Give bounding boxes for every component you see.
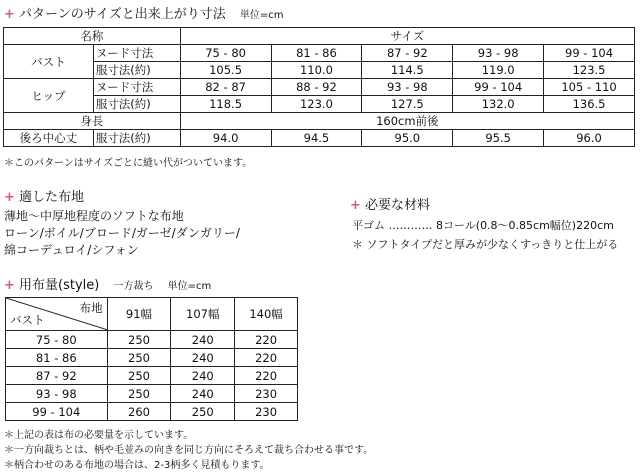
cell: 94.5	[271, 130, 362, 147]
cell: 220	[235, 331, 298, 349]
fabric-heading	[4, 186, 84, 205]
yardage-heading	[4, 274, 211, 293]
hip-label: ヒップ	[4, 79, 94, 113]
cell: 95.5	[453, 130, 544, 147]
cell: 240	[171, 385, 235, 403]
height-value: 160cm前後	[180, 113, 634, 130]
materials-title: 必要な材料	[365, 198, 431, 213]
plus-icon: +	[4, 7, 15, 22]
table-row	[4, 28, 635, 45]
cell: 250	[171, 403, 235, 421]
cell: 75 - 80	[6, 331, 108, 349]
materials-line-1: 平ゴム ………… 8コール(0.8〜0.85cm幅位)220cm	[352, 219, 614, 232]
yardage-note: ＊一方向裁ちとは、柄や毛並みの向きを同じ方向にそろえて裁ち合わせる事です。	[4, 445, 374, 456]
corner-cell	[6, 298, 108, 331]
bust-label: バスト	[4, 45, 94, 79]
cell: 95.0	[362, 130, 453, 147]
width-header: 91幅	[107, 298, 171, 331]
cell: 127.5	[362, 96, 453, 113]
cell: 136.5	[544, 96, 635, 113]
cell: 99 - 104	[544, 45, 635, 62]
cell: 93 - 98	[362, 79, 453, 96]
cell: 250	[107, 349, 171, 367]
cell: 94.0	[180, 130, 271, 147]
fabric-line: 綿コーデュロイ/シフォン	[4, 243, 139, 257]
cell: 240	[171, 349, 235, 367]
width-header: 140幅	[235, 298, 298, 331]
cell: 240	[171, 367, 235, 385]
cell: 81 - 86	[271, 45, 362, 62]
cell: 250	[107, 367, 171, 385]
cell: 119.0	[453, 62, 544, 79]
cell: 114.5	[362, 62, 453, 79]
hip-nude-label: ヌード寸法	[93, 79, 180, 96]
cell: 250	[107, 385, 171, 403]
plus-icon: +	[350, 198, 361, 213]
table-row	[6, 403, 298, 421]
cell: 88 - 92	[271, 79, 362, 96]
cell: 118.5	[180, 96, 271, 113]
size-note: ＊このパターンはサイズごとに縫い代がついています。	[4, 158, 253, 169]
cell: 99 - 104	[6, 403, 108, 421]
back-label: 後ろ中心丈	[4, 130, 94, 147]
yardage-table	[5, 297, 298, 421]
yardage-note: ＊柄合わせのある布地の場合は、2-3柄多く見積もります。	[4, 460, 270, 471]
cell: 123.5	[544, 62, 635, 79]
fabric-line: 薄地〜中厚地程度のソフトな布地	[4, 209, 184, 223]
header-name: 名称	[4, 28, 181, 45]
cell: 220	[235, 367, 298, 385]
cell: 220	[235, 349, 298, 367]
cell: 230	[235, 385, 298, 403]
cell: 81 - 86	[6, 349, 108, 367]
cell: 132.0	[453, 96, 544, 113]
cell: 105.5	[180, 62, 271, 79]
cell: 123.0	[271, 96, 362, 113]
yardage-title: 用布量(style)	[19, 278, 100, 293]
table-row	[4, 96, 635, 113]
materials-line-2: ＊ ソフトタイプだと厚みが少なくすっきりと仕上がる	[352, 238, 619, 251]
hip-garment-label: 服寸法(約)	[93, 96, 180, 113]
cell: 87 - 92	[362, 45, 453, 62]
plus-icon: +	[4, 278, 15, 293]
table-row	[4, 113, 635, 130]
cell: 230	[235, 403, 298, 421]
fabric-title: 適した布地	[19, 190, 85, 205]
cell: 93 - 98	[6, 385, 108, 403]
cell: 75 - 80	[180, 45, 271, 62]
cell: 240	[171, 331, 235, 349]
yardage-notes	[4, 428, 373, 473]
cell: 93 - 98	[453, 45, 544, 62]
cell: 87 - 92	[6, 367, 108, 385]
plus-icon: +	[4, 190, 15, 205]
yardage-method: 一方裁ち	[113, 281, 154, 292]
cell: 260	[107, 403, 171, 421]
size-section-title: パターンのサイズと出来上がり寸法	[19, 7, 226, 22]
yardage-unit: 単位=cm	[167, 281, 212, 292]
cell: 82 - 87	[180, 79, 271, 96]
yardage-note: ＊上記の表は布の必要量を示しています。	[4, 430, 194, 441]
table-row	[6, 331, 298, 349]
table-row	[4, 79, 635, 96]
cell: 110.0	[271, 62, 362, 79]
back-sub-label: 服寸法(約)	[93, 130, 180, 147]
size-table	[3, 27, 635, 147]
cell: 99 - 104	[453, 79, 544, 96]
size-section-unit: 単位=cm	[239, 10, 284, 21]
fabric-list	[4, 208, 240, 259]
height-label: 身長	[4, 113, 181, 130]
table-row	[6, 385, 298, 403]
table-row	[6, 367, 298, 385]
table-row	[6, 298, 298, 331]
cell: 105 - 110	[544, 79, 635, 96]
cell: 96.0	[544, 130, 635, 147]
bust-nude-label: ヌード寸法	[93, 45, 180, 62]
table-row	[4, 45, 635, 62]
table-row	[4, 62, 635, 79]
fabric-line: ローン/ボイル/ブロード/ガーゼ/ダンガリー/	[4, 226, 240, 240]
size-section-heading	[4, 3, 284, 22]
cell: 250	[107, 331, 171, 349]
width-header: 107幅	[171, 298, 235, 331]
corner-top-label: 布地	[79, 301, 103, 315]
corner-bottom-label: バスト	[10, 313, 45, 327]
materials-heading	[350, 194, 430, 213]
table-row	[4, 130, 635, 147]
header-size: サイズ	[180, 28, 634, 45]
table-row	[6, 349, 298, 367]
bust-garment-label: 服寸法(約)	[93, 62, 180, 79]
